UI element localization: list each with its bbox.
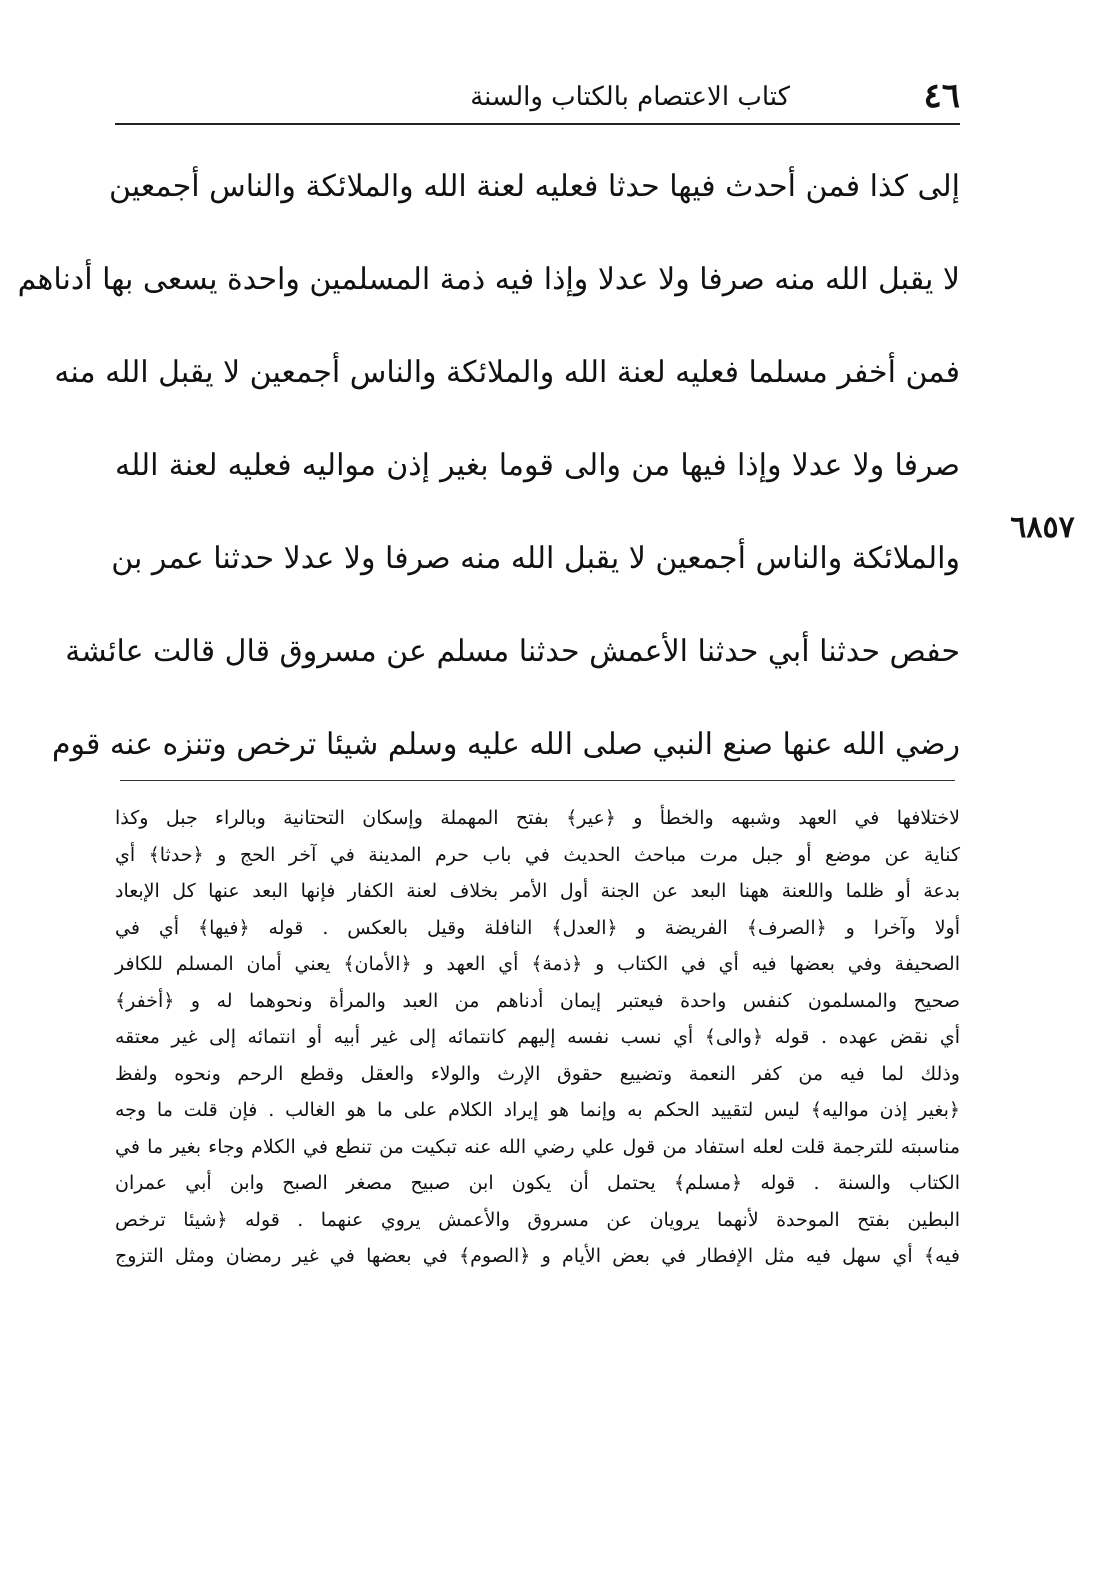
footnote-line: صحيح والمسلمون كنفس واحدة فيعتبر إيمان أدناهم من العبد والمرأة ونحوهما له و ﴿أخفر﴾ [115, 989, 960, 1012]
hadith-line: فمن أخفر مسلما فعليه لعنة الله والملائكة والناس أجمعين لا يقبل الله منه [54, 355, 960, 390]
footnote-line: كناية عن موضع أو جبل مرت مباحث الحديث في باب حرم المدينة في آخر الحج و ﴿حدثا﴾ أي [115, 843, 960, 866]
footnote-line: أولا وآخرا و ﴿الصرف﴾ الفريضة و ﴿العدل﴾ النافلة وقيل بالعكس . قوله ﴿فيها﴾ أي في [115, 916, 960, 939]
page-number: ٤٦ [923, 76, 960, 116]
hadith-line: لا يقبل الله منه صرفا ولا عدلا وإذا فيه ذمة المسلمين واحدة يسعى بها أدناهم [17, 262, 960, 297]
footnote-line: ﴿بغير إذن مواليه﴾ ليس لتقييد الحكم به وإنما هو إيراد الكلام على ما هو الغالب . فإن قلت ما وجه [115, 1099, 960, 1121]
hadith-text [17, 140, 960, 791]
page-header [115, 70, 960, 122]
hadith-line: حفص حدثنا أبي حدثنا الأعمش حدثنا مسلم عن مسروق قال قالت عائشة [65, 634, 960, 669]
footnote-line: الكتاب والسنة . قوله ﴿مسلم﴾ يحتمل أن يكون ابن صبيح مصغر الصبح وابن أبي عمران [115, 1172, 960, 1194]
running-title: كتاب الاعتصام بالكتاب والسنة [470, 82, 790, 112]
footnote-line: البطين بفتح الموحدة لأنهما يرويان عن مسروق والأعمش يروي عنهما . قوله ﴿شيئا ترخص [115, 1208, 961, 1231]
hadith-line: إلى كذا فمن أحدث فيها حدثا فعليه لعنة الله والملائكة والناس أجمعين [109, 169, 960, 204]
hadith-line: صرفا ولا عدلا وإذا فيها من والى قوما بغير إذن مواليه فعليه لعنة الله [115, 448, 960, 483]
footnote-line: الصحيفة وفي بعضها فيه أي في الكتاب و ﴿ذمة﴾ أي العهد و ﴿الأمان﴾ يعني أمان المسلم للكافر [115, 953, 960, 975]
footnote-line: لاختلافها في العهد وشبهه والخطأ و ﴿عير﴾ بفتح المهملة وإسكان التحتانية وبالراء جبل وكذا [115, 807, 960, 829]
hadith-line: رضي الله عنها صنع النبي صلى الله عليه وسلم شيئا ترخص وتنزه عنه قوم [51, 727, 960, 762]
commentary-footnotes [115, 800, 960, 1275]
hadith-number: ٦٨٥٧ [1010, 510, 1075, 545]
footnote-line: وذلك لما فيه من كفر النعمة وتضييع حقوق الإرث والولاء والعقل وقطع الرحم ونحوه ولفظ [115, 1062, 960, 1085]
hadith-line: والملائكة والناس أجمعين لا يقبل الله منه صرفا ولا عدلا حدثنا عمر بن [111, 541, 960, 576]
footnote-line: بدعة أو ظلما واللعنة ههنا البعد عن الجنة أول الأمر بخلاف لعنة الكفار فإنها البعد عنها كل الإبعاد [115, 880, 960, 902]
header-divider [115, 123, 960, 125]
footnote-divider [120, 780, 955, 781]
footnote-line: فيه﴾ أي سهل فيه مثل الإفطار في بعض الأيام و ﴿الصوم﴾ في بعضها في غير رمضان ومثل التزوج [115, 1245, 960, 1267]
footnote-line: أي نقض عهده . قوله ﴿والى﴾ أي نسب نفسه إليهم كانتمائه إلى غير أبيه أو انتمائه إلى غير معتقه [115, 1026, 960, 1048]
footnote-line: مناسبته للترجمة قلت لعله استفاد من قول علي رضي الله عنه تبكيت من تنطع في الكلام وجاء بغير ما في [115, 1135, 960, 1158]
